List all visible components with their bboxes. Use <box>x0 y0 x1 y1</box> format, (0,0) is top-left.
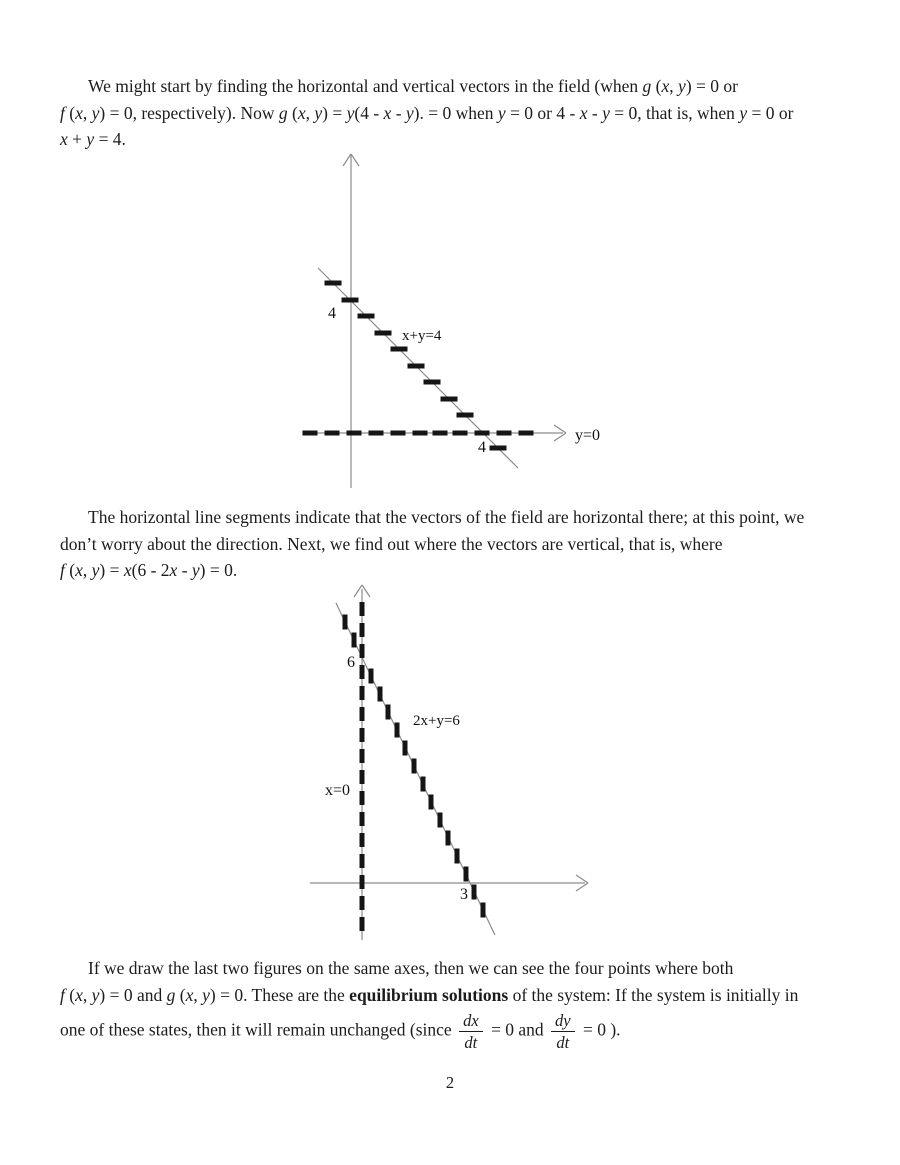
paragraph-2 <box>60 504 866 584</box>
axis-equation-label: x=0 <box>325 782 351 799</box>
axis-equation-label: y=0 <box>575 427 601 444</box>
fraction-numerator: dx <box>459 1011 483 1032</box>
fraction-denominator: dt <box>556 1033 570 1053</box>
text-line: f (x, y) = 0 and g (x, y) = 0. These are the equilibrium solutions of the system: If the system is initially in <box>60 984 799 1005</box>
figure-horizontal-vectors <box>290 145 620 495</box>
y-intercept-label: 6 <box>347 654 355 671</box>
text-line: don’t worry about the direction. Next, we find out where the vectors are vertical, that is, where <box>60 533 723 554</box>
text-line: If we draw the last two figures on the same axes, then we can see the four points where both <box>88 958 734 978</box>
text-line: The horizontal line segments indicate that the vectors of the field are horizontal there; at this point, we <box>88 507 805 527</box>
paragraph-3 <box>60 955 866 1052</box>
text-line: We might start by finding the horizontal and vertical vectors in the field (when g (x, y) = 0 or <box>88 76 738 96</box>
fraction-denominator: dt <box>464 1033 478 1053</box>
text-line: f (x, y) = 0, respectively). Now g (x, y) = y(4 - x - y). = 0 when y = 0 or 4 - x - y = 0, that is, when y = 0 or <box>60 102 794 123</box>
page-number: 2 <box>445 1073 455 1092</box>
text-line: x + y = 4. <box>60 129 126 149</box>
fraction-numerator: dy <box>551 1011 575 1032</box>
text-line: f (x, y) = x(6 - 2x - y) = 0. <box>60 560 238 580</box>
nullcline-equation-label: x+y=4 <box>402 328 442 344</box>
paragraph-1 <box>60 73 866 153</box>
y-intercept-label: 4 <box>328 305 336 322</box>
nullcline-equation-label: 2x+y=6 <box>413 713 460 729</box>
vertical-dashes-on-nullcline <box>345 615 483 918</box>
horizontal-dashes-on-nullcline <box>325 283 507 448</box>
figure-vertical-vectors <box>300 578 620 950</box>
x-intercept-label: 4 <box>478 439 486 456</box>
x-intercept-label: 3 <box>460 886 468 903</box>
text-line: one of these states, then it will remain unchanged (since $\frac{dx}{dt}$ = 0 and $\frac{dy}{dt}$ = 0 ). <box>60 1011 621 1053</box>
fraction-dx-over-dt <box>459 1011 483 1052</box>
fraction-dy-over-dt <box>551 1011 575 1052</box>
